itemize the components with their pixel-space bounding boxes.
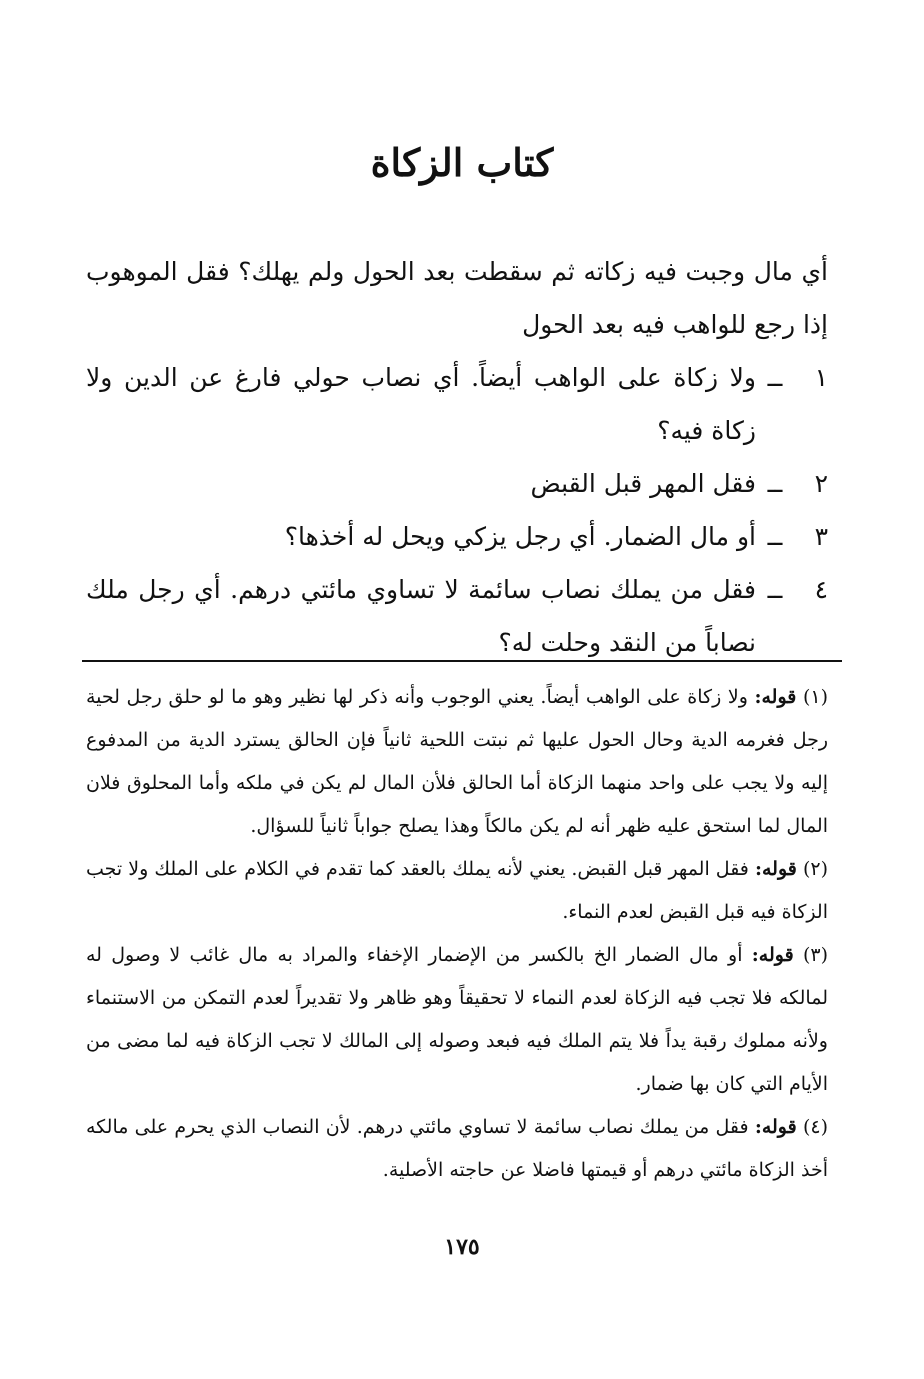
item-text: فقل من يملك نصاب سائمة لا تساوي مائتي درهم. أي رجل ملك نصاباً من النقد وحلت له؟ — [86, 575, 756, 657]
item-number: ٣ — [814, 522, 828, 551]
list-item — [86, 510, 828, 563]
item-text: فقل المهر قبل القبض — [530, 469, 756, 498]
footnote — [86, 1106, 828, 1192]
item-text: ولا زكاة على الواهب أيضاً. أي نصاب حولي فارغ عن الدين ولا زكاة فيه؟ — [86, 363, 756, 445]
list-item — [86, 351, 828, 457]
footnote-label: قوله: — [754, 858, 797, 880]
footnote-number: (٤) — [802, 1116, 828, 1138]
item-number: ١ — [814, 363, 828, 392]
footnote-number: (٣) — [802, 944, 828, 966]
footnote-number: (٢) — [802, 858, 828, 880]
footnote-text: فقل المهر قبل القبض. يعني لأنه يملك بالعقد كما تقدم في الكلام على الملك ولا تجب الزكاة فيه قبل القبض لعدم النماء. — [86, 858, 828, 923]
footnote — [86, 848, 828, 934]
item-number: ٢ — [814, 469, 828, 498]
item-text: أو مال الضمار. أي رجل يزكي ويحل له أخذها؟ — [284, 522, 756, 551]
footnote-label: قوله: — [754, 1116, 797, 1138]
list-item — [86, 563, 828, 669]
page-number: ١٧٥ — [444, 1234, 480, 1260]
question-list — [86, 351, 828, 669]
intro-paragraph: أي مال وجبت فيه زكاته ثم سقطت بعد الحول ولم يهلك؟ فقل الموهوب إذا رجع للواهب فيه بعد الحول — [86, 257, 828, 339]
chapter-title: كتاب الزكاة — [370, 140, 554, 185]
footnote-separator — [82, 660, 842, 662]
footnote — [86, 676, 828, 848]
footnote-label: قوله: — [751, 944, 794, 966]
footnote-text: ولا زكاة على الواهب أيضاً. يعني الوجوب وأنه ذكر لها نظير وهو ما لو حلق رجل لحية رجل فغرمه الدية وحال الحول عليها ثم نبتت اللحية ثانياً فإن الحالق يسترد الدية من المدفوع إليه ولا يجب على واحد منهما الزكاة أما الحالق فلأن المال لم يكن في ملكه وأما المحلوق فلان المال لما استحق عليه ظهر أنه لم يكن مالكاً وهذا يصلح جواباً ثانياً للسؤال. — [86, 686, 828, 837]
item-dash: ــ — [767, 363, 783, 392]
item-dash: ــ — [767, 575, 783, 604]
footnote — [86, 934, 828, 1106]
footnote-text: أو مال الضمار الخ بالكسر من الإضمار الإخفاء والمراد به مال غائب لا وصول له لمالكه فلا تجب فيه الزكاة لعدم النماء لا تحقيقاً وهو ظاهر ولا تقديراً لعدم التمكن من الاستنماء ولأنه مملوك رقبة يداً فلا يتم الملك فيه فبعد وصوله إلى المالك لا تجب الزكاة فيه لما مضى من الأيام التي كان بها ضمار. — [86, 944, 828, 1095]
footnotes — [86, 676, 828, 1192]
item-dash: ــ — [767, 469, 783, 498]
item-dash: ــ — [767, 522, 783, 551]
footnote-label: قوله: — [754, 686, 797, 708]
item-number: ٤ — [814, 575, 828, 604]
footnote-text: فقل من يملك نصاب سائمة لا تساوي مائتي درهم. لأن النصاب الذي يحرم على مالكه أخذ الزكاة مائتي درهم أو قيمتها فاضلا عن حاجته الأصلية. — [86, 1116, 828, 1181]
list-item — [86, 457, 828, 510]
main-text — [86, 245, 828, 669]
footnote-number: (١) — [802, 686, 829, 708]
